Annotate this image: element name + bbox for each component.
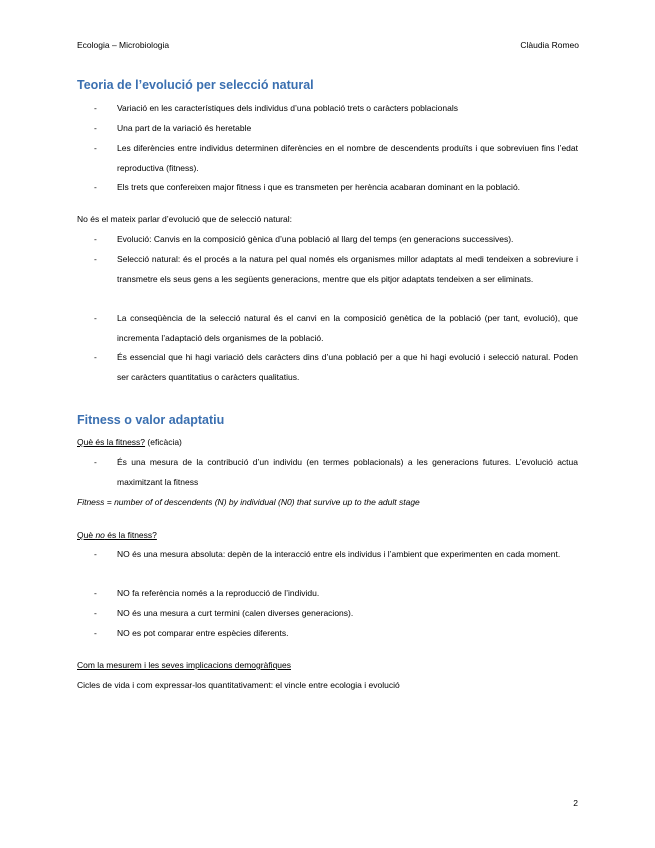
bullet-dash: - (94, 103, 97, 113)
bullet-dash: - (94, 143, 97, 153)
bullet-dash: - (94, 234, 97, 244)
bullet-dash: - (94, 313, 97, 323)
section-title-fitness: Fitness o valor adaptatiu (77, 413, 225, 427)
header-subject: Ecologia – Microbiologia (77, 40, 170, 50)
bullet-dash: - (94, 588, 97, 598)
paragraph-intro: No és el mateix parlar d’evolució que de selecció natural: (77, 214, 292, 224)
bullet-dash: - (94, 608, 97, 618)
question-what-is-not-fitness: Què no és la fitness? (77, 530, 157, 540)
bullet-dash: - (94, 254, 97, 264)
bullet-dash: - (94, 352, 97, 362)
fitness-formula: Fitness = number of of descendents (N) by individual (N0) that survive up to the adult stage (77, 497, 420, 507)
bullet-dash: - (94, 457, 97, 467)
paragraph-closing: Cicles de vida i com expressar-los quantitativament: el vincle entre ecologia i evolució (77, 680, 400, 690)
section-title-evolution: Teoria de l’evolució per selecció natural (77, 78, 314, 92)
bullet-dash: - (94, 628, 97, 638)
bullet-dash: - (94, 182, 97, 192)
sub-heading-demography: Com la mesurem i les seves implicacions demogràfiques (77, 660, 291, 670)
bullet-dash: - (94, 123, 97, 133)
question-what-is-fitness: Què és la fitness? (eficàcia) (77, 437, 182, 447)
header-author: Clàudia Romeo (520, 40, 579, 50)
bullet-dash: - (94, 549, 97, 559)
document-page: Ecologia – Microbiologia Clàudia Romeo Teoria de l’evolució per selecció natural - Variació en les característiques dels individus d’una població trets o caràcters poblacionals - Una part de la variació és heretable - Les diferències entre individus determinen diferències en el nombre de descendents produïts i que sobreviuen fins l’edat reproductiva (fitness). - Els trets que confereixen major fitness i que es transmeten per herència acabaran dominant en la població. No és el mateix parlar d’evolució que de selecció natural: - Evolució: Canvis en la composició gènica d’una població al llarg del temps (en generacions successives). - Selecció natural: és el procés a la natura pel qual només els organismes millor adaptats al medi tendeixen a sobreviure i transmetre els seus gens a les següents generacions, mentre que els pitjor adaptats tendeixen a ser eliminats. - La conseqüència de la selecció natural és el canvi en la composició genètica de la població (per tant, evolució), que incrementa l’adaptació dels organismes de la població. - És essencial que hi hagi variació dels caràcters dins d’una població per a que hi hagi evolució i selecció natural. Poden ser caràcters quantitatius o caràcters qualitatius. Fitness o valor adaptatiu Què és la fitness? (eficàcia) - És una mesura de la contribució d’un individu (en termes poblacionals) a les generacions futures. L’evolució actua maximitzant la fitness Fitness = number of of descendents (N) by individual (N0) that survive up to the adult stage Què no és la fitness? - NO és una mesura absoluta: depèn de la interacció entre els individus i l’ambient que experimenten en cada moment. - NO fa referència només a la reproducció de l’individu. - NO és una mesura a curt termini (calen diverses generacions). - NO es pot comparar entre espècies diferents. Com la mesurem i les seves implicacions demogràfiques Cicles de vida i com expressar-los quantitativament: el vincle entre ecologia i evolució 2 (77, 40, 579, 808)
page-number: 2 (573, 798, 578, 808)
